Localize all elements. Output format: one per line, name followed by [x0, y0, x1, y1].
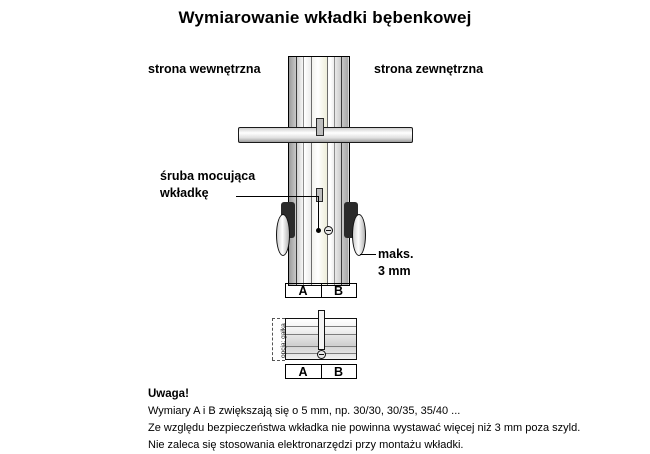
notes-line-2: Ze względu bezpieczeństwa wkładka nie powinna wystawać więcej niż 3 mm poza szyld. [148, 422, 581, 434]
notes-block [148, 388, 580, 454]
option-knob-label: opcja: gałka [280, 323, 287, 358]
dim-label-b-top: B [333, 284, 344, 298]
option-dash-top [272, 318, 285, 319]
label-inner-side: strona wewnętrzna [148, 62, 261, 76]
label-outer-side: strona zewnętrzna [374, 62, 484, 76]
fixing-screw [324, 226, 333, 235]
leader-screw-vertical [318, 196, 319, 230]
dim-bottom-tick-right [356, 364, 357, 378]
callout-screw-line1: śruba mocująca [160, 169, 256, 183]
cylinder-core-channel [311, 57, 328, 285]
keyway-slot-upper [316, 118, 324, 136]
callout-max-line1: maks. [378, 247, 414, 261]
rosette-right [352, 214, 366, 256]
option-dash-bottom [272, 360, 285, 361]
cylinder-cam-bar [238, 127, 413, 143]
dim-label-a-bottom: A [298, 365, 308, 379]
notes-line-3: Nie zaleca się stosowania elektronarzędzi przy montażu wkładki. [148, 439, 464, 451]
notes-heading: Uwaga! [148, 388, 189, 400]
dim-label-b-bottom: B [333, 365, 344, 379]
body-line-3 [334, 57, 335, 285]
notes-line-1: Wymiary A i B zwiększają się o 5 mm, np. 30/30, 30/35, 35/40 ... [148, 405, 461, 417]
body-line-1 [296, 57, 297, 285]
leader-max-horizontal [360, 254, 376, 255]
side-view-cam [318, 310, 325, 350]
dim-top-tick-right [356, 283, 357, 297]
option-dash-left [272, 318, 273, 360]
body-line-2 [303, 57, 304, 285]
callout-screw-line2: wkładkę [160, 186, 209, 200]
dim-label-a-top: A [298, 284, 308, 298]
callout-max-line2: 3 mm [378, 264, 411, 278]
body-line-4 [341, 57, 342, 285]
side-view-screw [317, 350, 326, 359]
rosette-left [276, 214, 290, 256]
page-title: Wymiarowanie wkładki bębenkowej [178, 8, 472, 27]
leader-screw-dot [316, 228, 321, 233]
leader-screw-horizontal [236, 196, 318, 197]
